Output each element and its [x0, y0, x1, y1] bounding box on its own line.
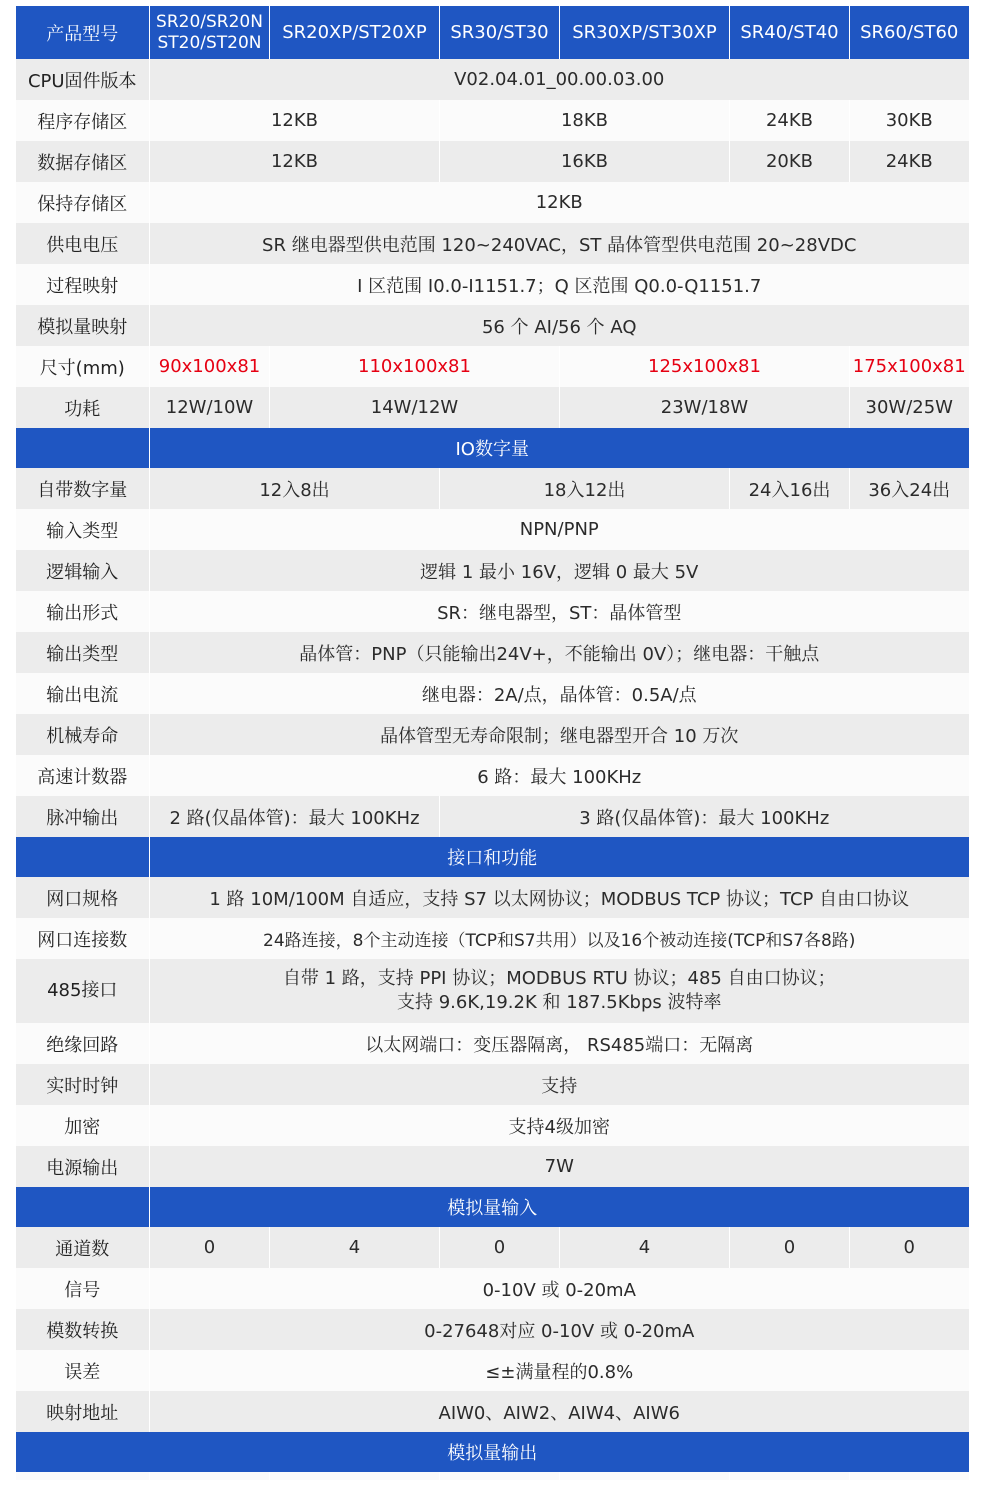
row-ai-conversion	[16, 1309, 969, 1350]
row-label: 485接口	[16, 959, 150, 1023]
row-value: 18KB	[440, 100, 730, 141]
header-sr60: SR60/ST60	[850, 6, 969, 59]
row-value: 逻辑 1 最小 16V，逻辑 0 最大 5V	[150, 550, 969, 591]
row-value: 90x100x81	[150, 346, 270, 387]
row-label: 输入类型	[16, 509, 150, 550]
row-value: I 区范围 I0.0-I1151.7；Q 区范围 Q0.0-Q1151.7	[150, 264, 969, 305]
row-label: 机械寿命	[16, 714, 150, 755]
row-value: 支持4级加密	[150, 1105, 969, 1146]
row-output-type	[16, 632, 969, 673]
row-label: 信号	[16, 1268, 150, 1309]
row-label: 逻辑输入	[16, 550, 150, 591]
section-title: 模拟量输入	[150, 1187, 969, 1227]
row-ai-channels	[16, 1227, 969, 1268]
row-value: 24路连接，8个主动连接（TCP和S7共用）以及16个被动连接(TCP和S7各8路)	[150, 918, 969, 959]
header-sr20xp: SR20XP/ST20XP	[270, 6, 440, 59]
row-label: 输出形式	[16, 591, 150, 632]
row-value: 12KB	[150, 100, 440, 141]
row-value: 3 路(仅晶体管)：最大 100KHz	[440, 796, 969, 837]
row-pulse-output	[16, 796, 969, 837]
spec-table	[15, 6, 969, 1480]
row-mechanical-life	[16, 714, 969, 755]
tail-cell	[150, 1472, 270, 1480]
header-sr20-text: SR20/SR20N ST20/ST20N	[156, 11, 263, 53]
section-spacer	[16, 428, 150, 468]
row-value: V02.04.01_00.00.03.00	[150, 59, 969, 100]
row-cpu-firmware	[16, 59, 969, 100]
section-title: IO数字量	[150, 428, 969, 468]
row-retain-memory	[16, 182, 969, 223]
row-value: 支持	[150, 1064, 969, 1105]
row-ethernet-spec	[16, 877, 969, 918]
row-value: 0-10V 或 0-20mA	[150, 1268, 969, 1309]
row-isolation	[16, 1023, 969, 1064]
row-value: 12KB	[150, 182, 969, 223]
row-rtc	[16, 1064, 969, 1105]
section-title: 接口和功能	[150, 837, 969, 877]
row-label: 网口规格	[16, 877, 150, 918]
row-ai-signal	[16, 1268, 969, 1309]
row-value: 晶体管：PNP（只能输出24V+，不能输出 0V）；继电器：干触点	[150, 632, 969, 673]
row-program-memory	[16, 100, 969, 141]
row-value: 12KB	[150, 141, 440, 182]
row-value: 24KB	[850, 141, 969, 182]
row-output-form	[16, 591, 969, 632]
row-value: 0	[850, 1227, 969, 1268]
tail-cell	[16, 1472, 150, 1480]
row-value: 175x100x81	[850, 346, 969, 387]
row-onboard-io	[16, 468, 969, 509]
header-sr30xp: SR30XP/ST30XP	[560, 6, 730, 59]
row-value: AIW0、AIW2、AIW4、AIW6	[150, 1391, 969, 1432]
row-label: 数据存储区	[16, 141, 150, 182]
row-value: 自带 1 路，支持 PPI 协议；MODBUS RTU 协议；485 自由口协议； 支持 9.6K,19.2K 和 187.5Kbps 波特率	[150, 959, 969, 1023]
row-label: 高速计数器	[16, 755, 150, 796]
row-value: ≤±满量程的0.8%	[150, 1350, 969, 1391]
row-value: SR：继电器型，ST：晶体管型	[150, 591, 969, 632]
section-analog-input	[16, 1187, 969, 1227]
row-label: 通道数	[16, 1227, 150, 1268]
row-value: 56 个 AI/56 个 AQ	[150, 305, 969, 346]
row-high-speed-counter	[16, 755, 969, 796]
row-label: 功耗	[16, 387, 150, 428]
row-value: 以太网端口：变压器隔离， RS485端口：无隔离	[150, 1023, 969, 1064]
row-label: 电源输出	[16, 1146, 150, 1187]
row-value: 20KB	[730, 141, 850, 182]
row-label: 模拟量映射	[16, 305, 150, 346]
row-label: 网口连接数	[16, 918, 150, 959]
tail-cell	[730, 1472, 850, 1480]
row-value: 0	[440, 1227, 560, 1268]
header-row	[16, 6, 969, 59]
row-value: 12入8出	[150, 468, 440, 509]
row-value: 6 路：最大 100KHz	[150, 755, 969, 796]
row-tail	[16, 1472, 969, 1480]
row-value: 16KB	[440, 141, 730, 182]
row-value: 0	[150, 1227, 270, 1268]
row-label: CPU固件版本	[16, 59, 150, 100]
row-analog-map	[16, 305, 969, 346]
row-power-output	[16, 1146, 969, 1187]
row-value: 30KB	[850, 100, 969, 141]
row-label: 自带数字量	[16, 468, 150, 509]
row-value: NPN/PNP	[150, 509, 969, 550]
header-sr20	[150, 6, 270, 59]
section-interface	[16, 837, 969, 877]
row-value: 0-27648对应 0-10V 或 0-20mA	[150, 1309, 969, 1350]
row-label: 输出电流	[16, 673, 150, 714]
row-output-current	[16, 673, 969, 714]
row-label: 过程映射	[16, 264, 150, 305]
row-value: 110x100x81	[270, 346, 560, 387]
row-value: 晶体管型无寿命限制；继电器型开合 10 万次	[150, 714, 969, 755]
row-value: 24入16出	[730, 468, 850, 509]
row-label: 实时时钟	[16, 1064, 150, 1105]
row-rs485	[16, 959, 969, 1023]
row-power-consumption	[16, 387, 969, 428]
row-label: 加密	[16, 1105, 150, 1146]
row-ai-address	[16, 1391, 969, 1432]
section-spacer	[16, 837, 150, 877]
row-encryption	[16, 1105, 969, 1146]
row-value: SR 继电器型供电范围 120~240VAC，ST 晶体管型供电范围 20~28VDC	[150, 223, 969, 264]
row-label: 保持存储区	[16, 182, 150, 223]
tail-cell	[560, 1472, 730, 1480]
row-label: 模数转换	[16, 1309, 150, 1350]
row-value: 24KB	[730, 100, 850, 141]
tail-cell	[270, 1472, 440, 1480]
row-ethernet-connections	[16, 918, 969, 959]
row-value: 7W	[150, 1146, 969, 1187]
tail-cell	[440, 1472, 560, 1480]
row-label: 尺寸(mm)	[16, 346, 150, 387]
section-title: 模拟量输出	[16, 1432, 969, 1472]
section-io-digital	[16, 428, 969, 468]
row-value: 30W/25W	[850, 387, 969, 428]
section-analog-output	[16, 1432, 969, 1472]
row-label: 绝缘回路	[16, 1023, 150, 1064]
header-sr40: SR40/ST40	[730, 6, 850, 59]
row-power-supply	[16, 223, 969, 264]
row-value: 14W/12W	[270, 387, 560, 428]
row-value: 36入24出	[850, 468, 969, 509]
row-value: 1 路 10M/100M 自适应，支持 S7 以太网协议；MODBUS TCP 协议；TCP 自由口协议	[150, 877, 969, 918]
header-model-label: 产品型号	[16, 6, 150, 59]
row-value: 23W/18W	[560, 387, 850, 428]
row-size	[16, 346, 969, 387]
row-value: 125x100x81	[560, 346, 850, 387]
row-label: 映射地址	[16, 1391, 150, 1432]
row-logic-input	[16, 550, 969, 591]
row-value: 18入12出	[440, 468, 730, 509]
row-value: 0	[730, 1227, 850, 1268]
row-value: 继电器：2A/点，晶体管：0.5A/点	[150, 673, 969, 714]
row-process-map	[16, 264, 969, 305]
row-ai-error	[16, 1350, 969, 1391]
row-label: 程序存储区	[16, 100, 150, 141]
row-value: 4	[270, 1227, 440, 1268]
row-input-type	[16, 509, 969, 550]
row-value: 2 路(仅晶体管)：最大 100KHz	[150, 796, 440, 837]
header-sr30: SR30/ST30	[440, 6, 560, 59]
row-label: 供电电压	[16, 223, 150, 264]
row-label: 误差	[16, 1350, 150, 1391]
row-value: 4	[560, 1227, 730, 1268]
section-spacer	[16, 1187, 150, 1227]
row-label: 脉冲输出	[16, 796, 150, 837]
tail-cell	[850, 1472, 969, 1480]
row-label: 输出类型	[16, 632, 150, 673]
row-data-memory	[16, 141, 969, 182]
row-value: 12W/10W	[150, 387, 270, 428]
